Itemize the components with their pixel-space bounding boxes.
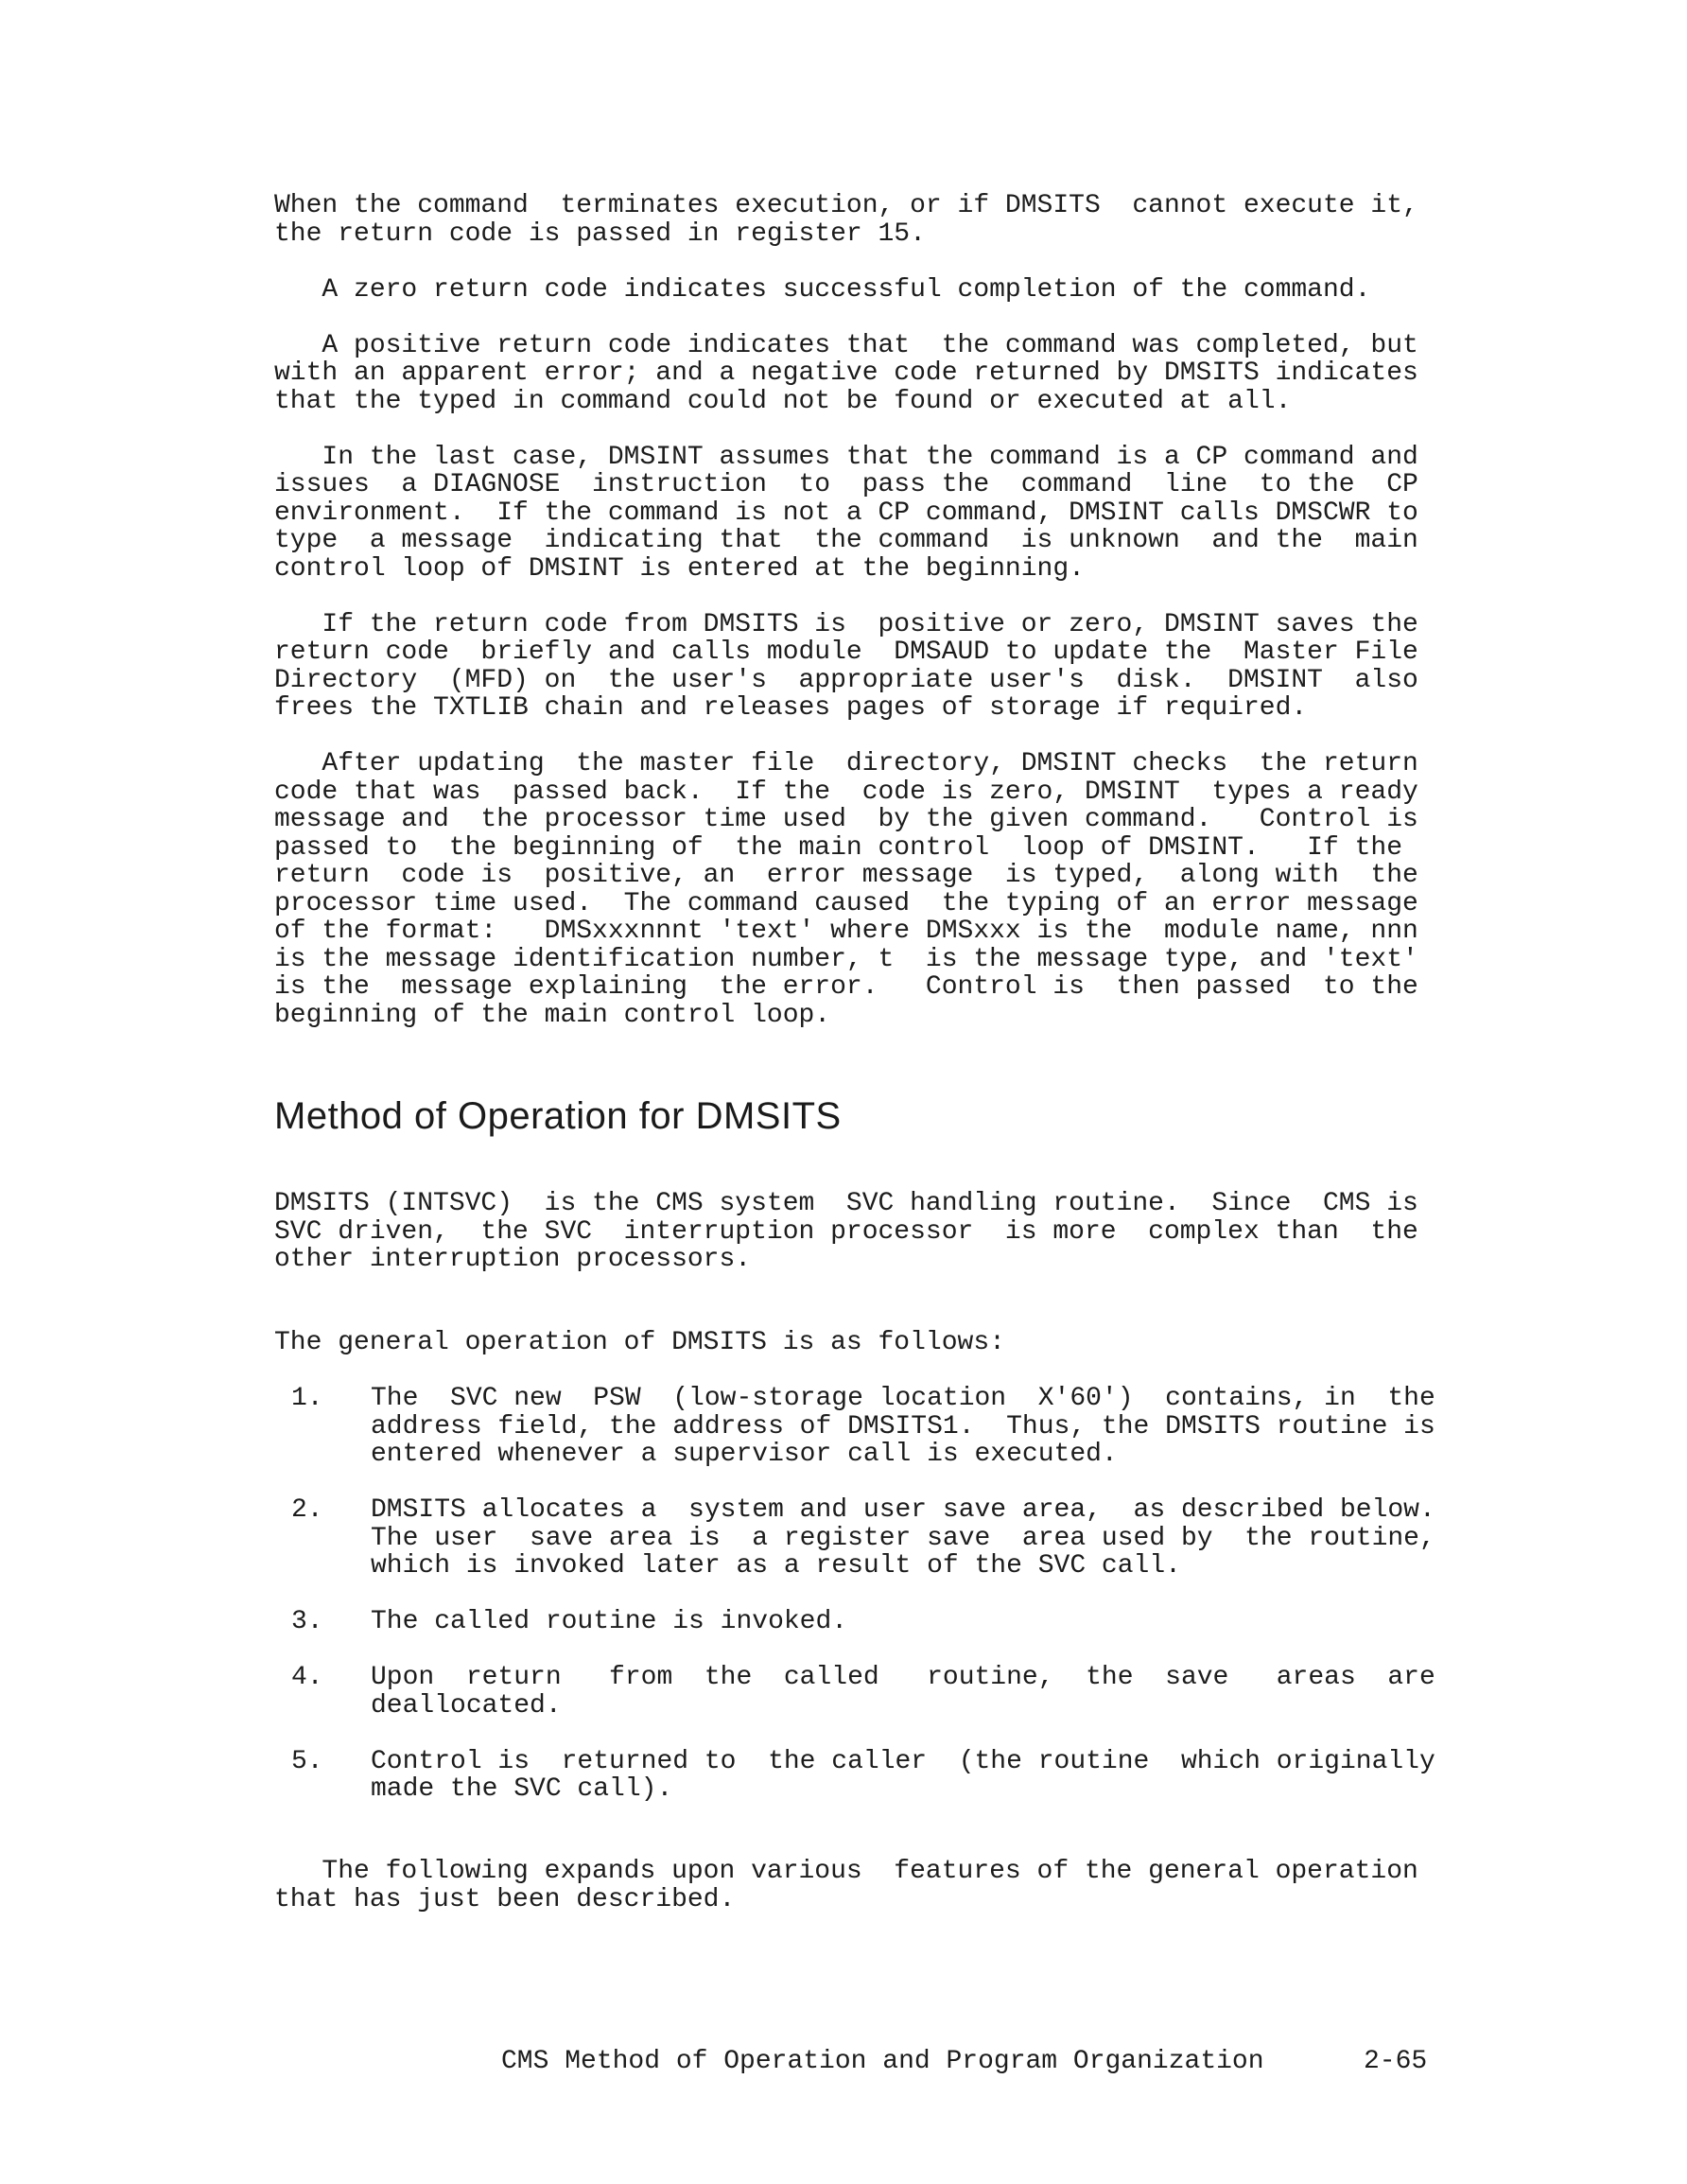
list-item [291,1664,1456,1720]
paragraph-closing: The following expands upon various features of the general operation that has just been described. [274,1857,1418,1914]
top-text-block [274,192,1456,1029]
paragraph-positive-return: A positive return code indicates that the command was completed, but with an apparent error; and a negative code returned by DMSITS indicates that the typed in command could not be found or executed at all. [274,330,1418,416]
paragraph-after-updating: After updating the master file directory, DMSINT checks the return code that was passed back. If the code is zero, DMSINT types a ready message and the processor time used by the given command. Control is passed to the beginning of the main control loop of DMSINT. If the return code is positive, an error message is typed, along with the processor time used. The command caused the typing of an error message of the format: DMSxxxnnnt 'text' where DMSxxx is the module name, nnn is the message identification number, t is the message type, and 'text' is the message explaining the error. Control is then passed to the beginning of the main control loop. [274,749,1418,1030]
paragraph-last-case: In the last case, DMSINT assumes that the command is a CP command and issues a DIAGNOSE instruction to pass the command line to the CP environment. If the command is not a CP command, DMSINT calls DMSCWR to type a message indicating that the command is unknown and the main control loop of DMSINT is entered at the beginning. [274,442,1418,584]
paragraph-general-operation: The general operation of DMSITS is as follows: [274,1328,1005,1357]
list-item [291,1496,1456,1581]
paragraph-dmsits-intro: DMSITS (INTSVC) is the CMS system SVC handling routine. Since CMS is SVC driven, the SVC interruption processor is more complex than the other interruption processors. [274,1189,1418,1274]
section-intro-block [274,1190,1456,1274]
page-number: 2-65 [1364,2047,1428,2076]
section-lead-block [274,1329,1456,1357]
section-heading: Method of Operation for DMSITS [274,1095,842,1137]
footer-title: CMS Method of Operation and Program Organization [501,2047,1264,2076]
closing-block [274,1858,1456,1913]
paragraph-zero-return: A zero return code indicates successful completion of the command. [274,274,1371,305]
list-item-text: The called routine is invoked. [371,1607,848,1636]
paragraph-return-code-dmsits: If the return code from DMSITS is positive or zero, DMSINT saves the return code briefly and calls module DMSAUD to update the Master File Directory (MFD) on the user's appropriate user's disk. DMSINT also frees the TXTLIB chain and releases pages of storage if required. [274,609,1418,723]
list-item-text: Control is returned to the caller (the routine which originally made the SVC call). [371,1746,1435,1804]
list-item-number: 2. [291,1495,323,1525]
list-item-number: 1. [291,1384,323,1413]
list-item-number: 3. [291,1607,323,1636]
list-item-text: DMSITS allocates a system and user save area, as described below. The user save area is a register save area used by the routine, which is invoked later as a result of the SVC call. [371,1495,1435,1581]
list-item [291,1748,1456,1804]
list-item [291,1385,1456,1469]
list-item-number: 5. [291,1746,323,1776]
paragraph-return-code: When the command terminates execution, or if DMSITS cannot execute it, the return code is passed in register 15. [274,191,1418,249]
list-item-text: The SVC new PSW (low-storage location X'60') contains, in the address field, the address of DMSITS1. Thus, the DMSITS routine is entered whenever a supervisor call is executed. [371,1384,1435,1469]
operation-steps-list [274,1385,1456,1831]
list-item [291,1608,1456,1636]
list-item-number: 4. [291,1663,323,1692]
list-item-text: Upon return from the called routine, the save areas are deallocated. [371,1663,1435,1721]
